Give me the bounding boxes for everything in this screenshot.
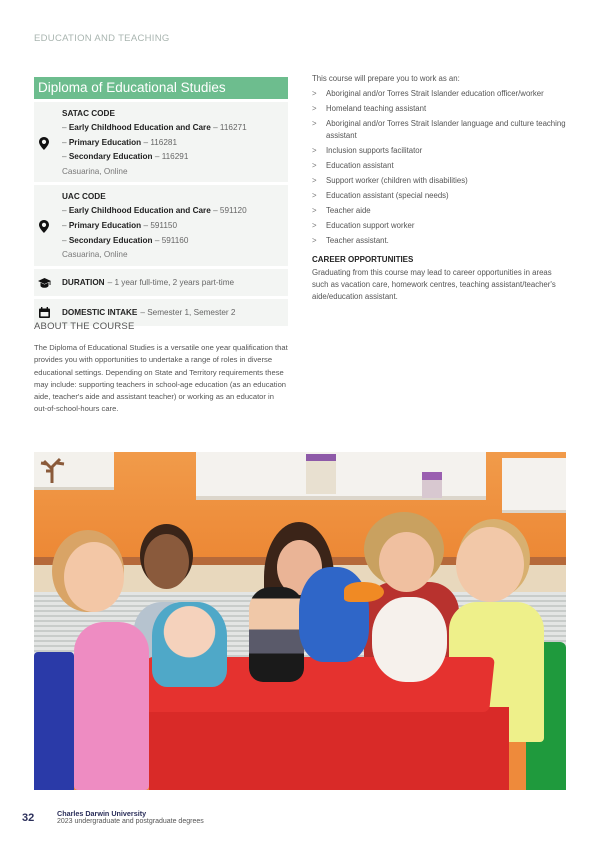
tree-decoration-icon — [38, 455, 68, 483]
photo-educator-face — [379, 532, 434, 592]
course-title: Diploma of Educational Studies — [34, 77, 288, 99]
footer-organisation: Charles Darwin University — [57, 809, 147, 818]
satac-line: – Primary Education – 116281 — [62, 137, 178, 147]
uac-line: – Early Childhood Education and Care – 591120 — [62, 206, 247, 216]
photo-book — [306, 454, 336, 494]
photo-table-front — [149, 707, 509, 790]
satac-heading: SATAC CODE — [62, 109, 115, 118]
chevron-right-icon: > — [312, 206, 317, 216]
uac-code-block — [34, 185, 288, 265]
calendar-icon — [37, 306, 51, 320]
chevron-right-icon: > — [312, 221, 317, 231]
list-item: > Inclusion supports facilitator — [312, 145, 423, 155]
chevron-right-icon: > — [312, 119, 317, 129]
chevron-right-icon: > — [312, 175, 317, 185]
uac-heading: UAC CODE — [62, 192, 106, 202]
list-item: > Homeland teaching assistant — [312, 104, 427, 114]
course-info-card — [34, 77, 288, 326]
chevron-right-icon: > — [312, 190, 317, 200]
photo-child-head — [144, 534, 189, 589]
satac-code-block — [34, 102, 288, 182]
photo-shelf — [196, 452, 486, 500]
career-body: Graduating from this course may lead to career opportunities in areas such as vacation care, homework centres, teaching assistant/teacher's aide/education assistant. — [312, 267, 556, 301]
duration-label: DURATION — [62, 277, 105, 287]
section-label: EDUCATION AND TEACHING — [34, 33, 170, 44]
duration-value: – 1 year full-time, 2 years part-time — [107, 277, 235, 287]
photo-child-head — [456, 527, 524, 602]
photo-child-body — [74, 622, 149, 790]
about-body: The Diploma of Educational Studies is a versatile one year qualification that provides you with opportunities to undertake a range of roles in diverse educational settings. Depending on State and Territory requirements these may include: supporting teachers in school-age education (as an education aide, teacher's aide and assistant teacher) or working as an educator in out-of-school-hours care. — [34, 343, 288, 414]
satac-location: Casuarina, Online — [62, 166, 128, 176]
satac-line: – Secondary Education – 116291 — [62, 152, 189, 162]
intake-value: – Semester 1, Semester 2 — [140, 307, 236, 317]
list-item: > Education assistant (special needs) — [312, 190, 449, 200]
chevron-right-icon: > — [312, 145, 317, 155]
photo-book — [422, 472, 442, 498]
uac-location: Casuarina, Online — [62, 250, 128, 260]
photo-puppet — [249, 587, 304, 682]
chevron-right-icon: > — [312, 160, 317, 170]
role-list — [312, 88, 570, 247]
satac-line: – Early Childhood Education and Care – 116271 — [62, 123, 247, 132]
photo-shelf — [502, 458, 566, 513]
list-item: > Education support worker — [312, 221, 415, 231]
duration-row — [34, 269, 288, 296]
uac-line: – Primary Education – 591150 — [62, 220, 178, 230]
photo-child-head — [64, 542, 124, 612]
list-item: > Education assistant — [312, 160, 394, 170]
uac-line: – Secondary Education – 591160 — [62, 235, 189, 245]
career-heading: CAREER OPPORTUNITIES — [312, 254, 414, 264]
list-item: > Support worker (children with disabilities) — [312, 175, 468, 185]
classroom-photo — [34, 452, 566, 790]
chevron-right-icon: > — [312, 89, 317, 98]
photo-puppet — [152, 602, 227, 687]
about-heading: ABOUT THE COURSE — [34, 321, 135, 332]
footer-subtitle: 2023 undergraduate and postgraduate degrees — [57, 818, 204, 825]
intake-label: DOMESTIC INTAKE — [62, 307, 138, 317]
map-pin-icon — [37, 136, 51, 150]
list-item: > Aboriginal and/or Torres Strait Islander education officer/worker — [312, 89, 544, 98]
photo-puppet — [372, 597, 447, 682]
map-pin-icon — [37, 220, 51, 234]
prepare-intro: This course will prepare you to work as an: — [312, 74, 460, 83]
graduation-cap-icon — [37, 276, 51, 290]
list-item: > Aboriginal and/or Torres Strait Islander language and culture teaching assistant — [312, 119, 566, 140]
chevron-right-icon: > — [312, 236, 317, 246]
list-item: > Teacher assistant. — [312, 236, 389, 246]
right-column — [312, 73, 570, 303]
page-number: 32 — [22, 812, 35, 824]
photo-blue-chair — [34, 652, 74, 790]
photo-puppet-beak — [344, 582, 384, 602]
list-item: > Teacher aide — [312, 206, 371, 216]
chevron-right-icon: > — [312, 104, 317, 114]
